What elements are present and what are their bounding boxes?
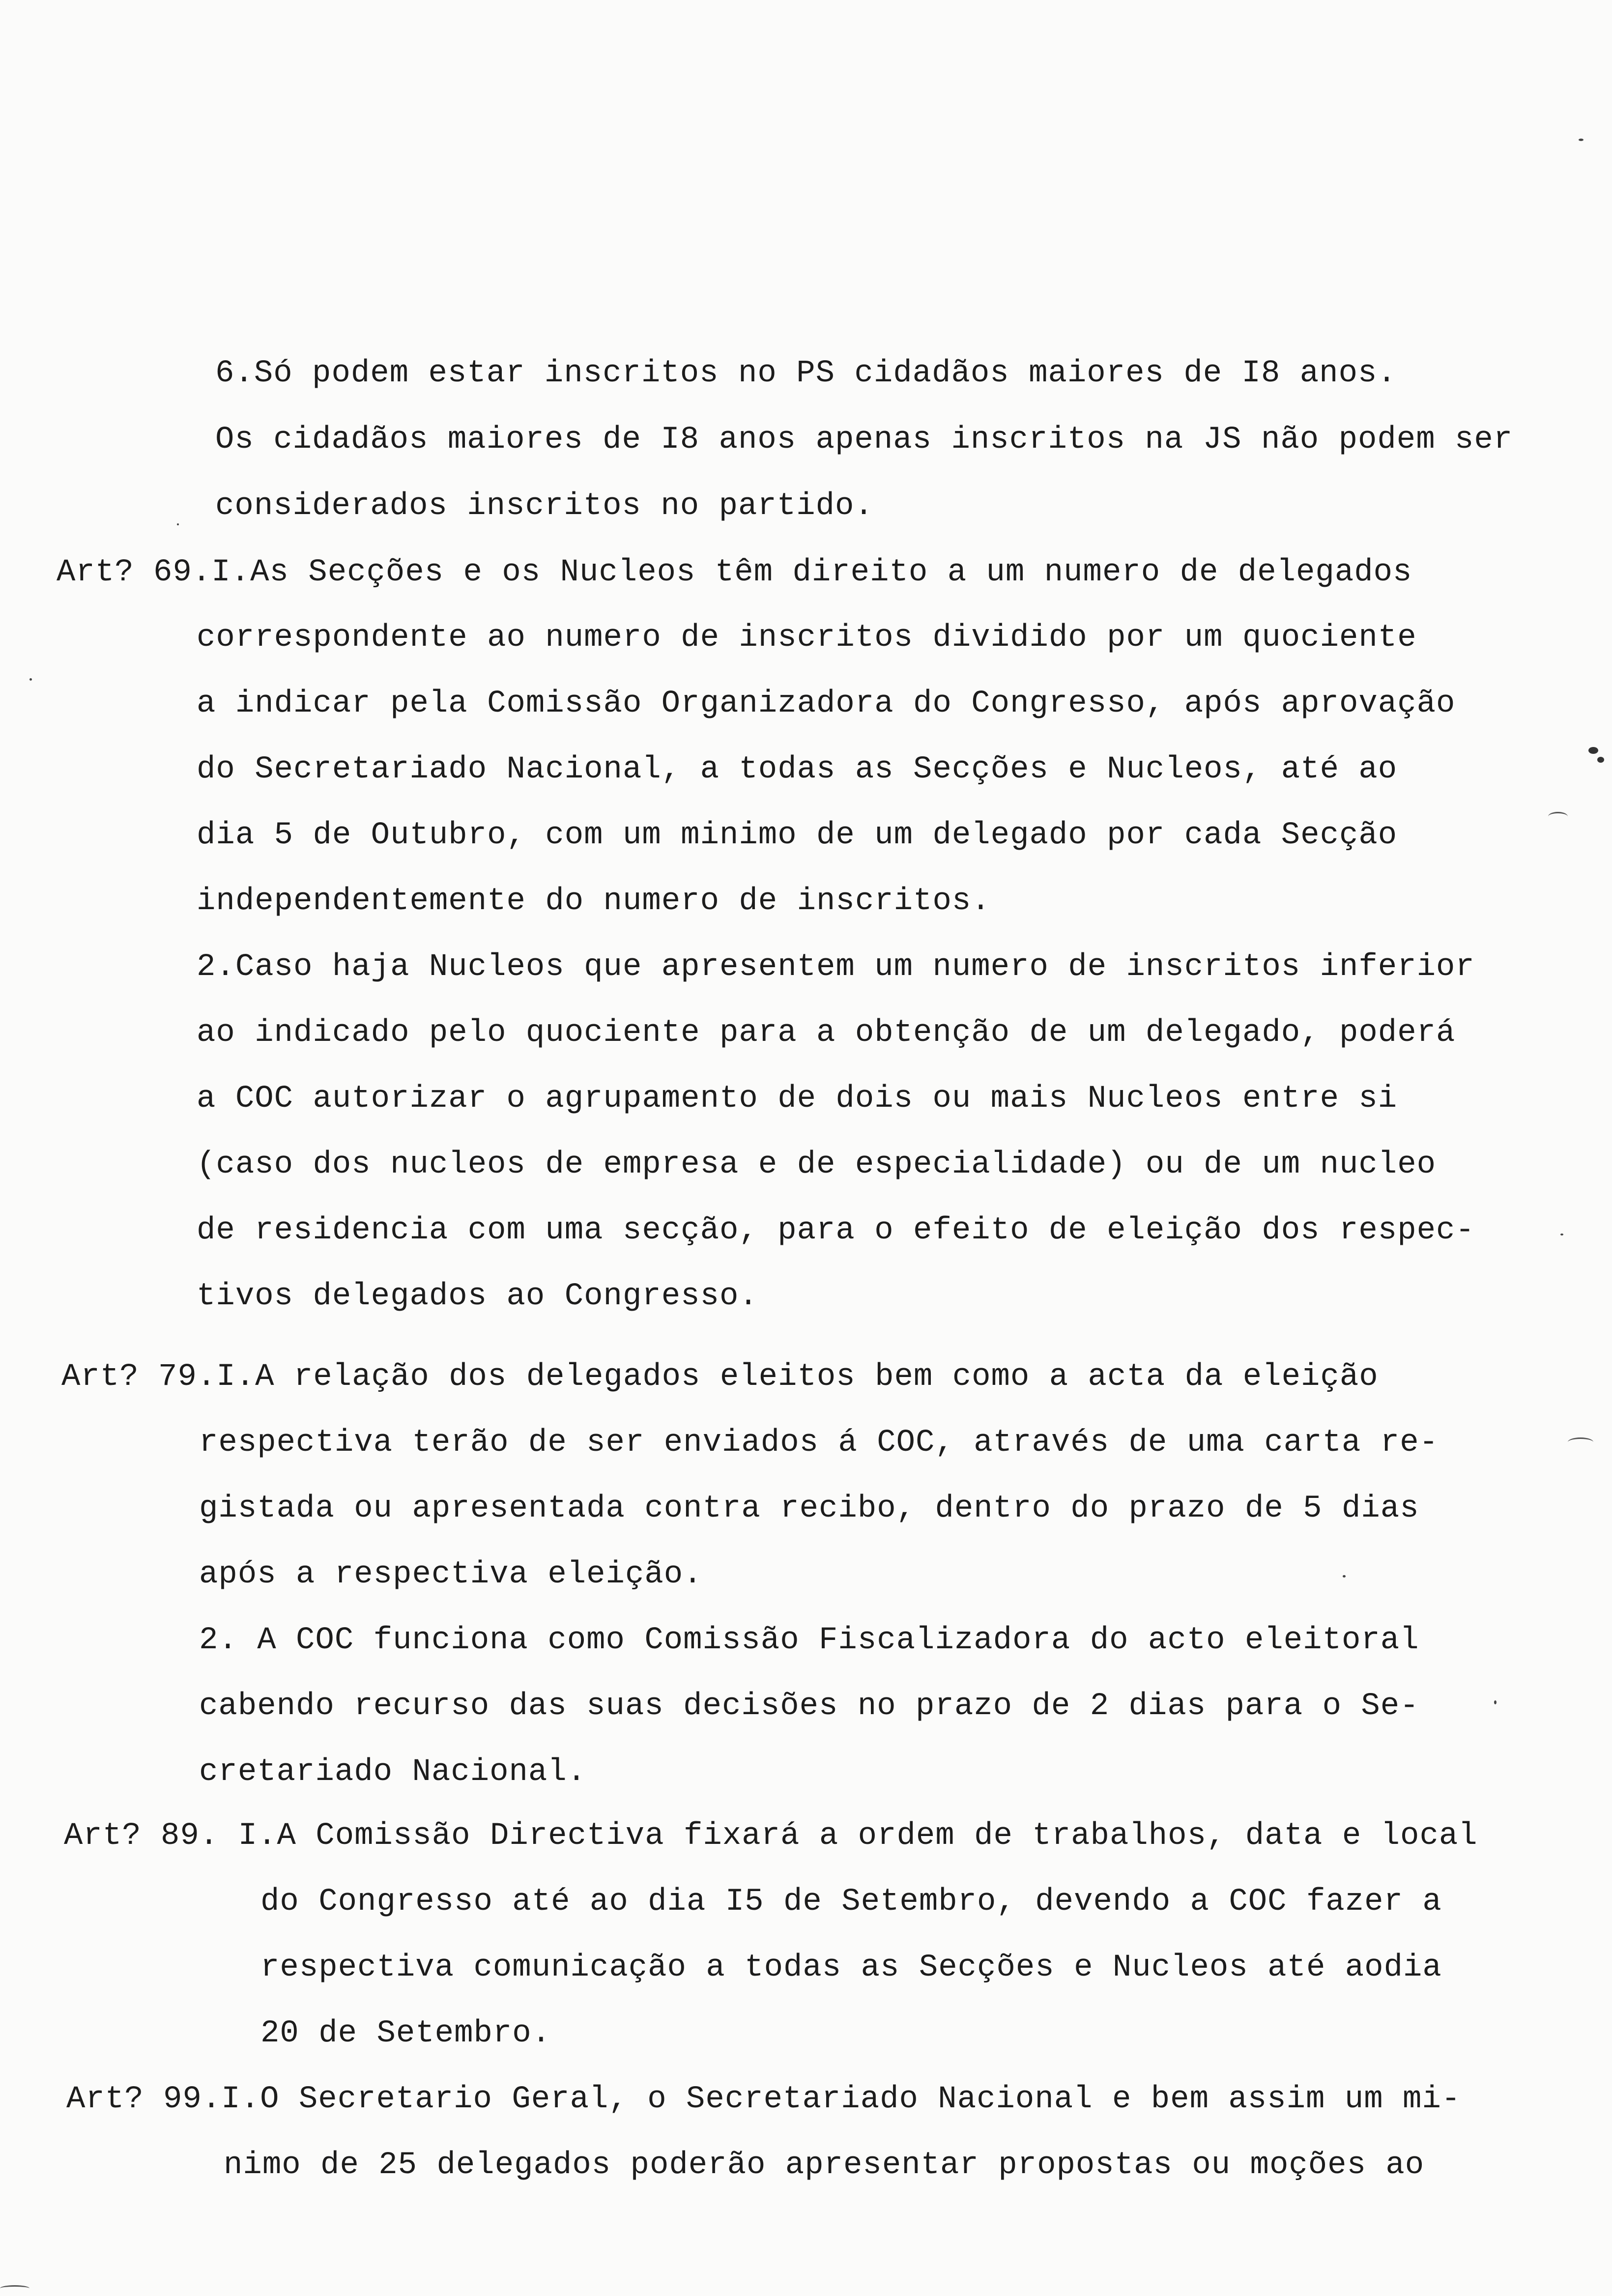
- scan-stroke: [1548, 812, 1568, 821]
- text-line: 2. A COC funciona como Comissão Fiscalizadora do acto eleitoral: [199, 1623, 1419, 1658]
- article-heading-line: Art? 79.I.A relação dos delegados eleitos bem como a acta da eleição: [61, 1359, 1379, 1395]
- text-line: 2.Caso haja Nucleos que apresentem um numero de inscritos inferior: [197, 949, 1475, 985]
- text-line: 6.Só podem estar inscritos no PS cidadãos maiores de I8 anos.: [215, 356, 1397, 391]
- text-line: do Congresso até ao dia I5 de Setembro, devendo a COC fazer a: [260, 1884, 1442, 1920]
- article-heading-line: Art? 89. I.A Comissão Directiva fixará a ordem de trabalhos, data e local: [64, 1818, 1478, 1854]
- text-line: a indicar pela Comissão Organizadora do Congresso, após aprovação: [197, 686, 1456, 721]
- scan-speck: [1588, 747, 1598, 754]
- scan-speck: [1343, 1575, 1346, 1578]
- scan-speck: [29, 678, 32, 681]
- scan-speck: [1579, 139, 1583, 141]
- text-line: respectiva terão de ser enviados á COC, através de uma carta re-: [199, 1425, 1439, 1461]
- text-line: cretariado Nacional.: [199, 1754, 587, 1790]
- text-line: 20 de Setembro.: [260, 2016, 551, 2051]
- text-line: ao indicado pelo quociente para a obtenção de um delegado, poderá: [197, 1015, 1456, 1051]
- text-line: após a respectiva eleição.: [199, 1557, 703, 1592]
- scan-stroke: [1568, 1437, 1593, 1447]
- article-heading-line: Art? 99.I.O Secretario Geral, o Secretariado Nacional e bem assim um mi-: [66, 2082, 1461, 2117]
- text-line: cabendo recurso das suas decisões no prazo de 2 dias para o Se-: [199, 1689, 1419, 1724]
- text-line: a COC autorizar o agrupamento de dois ou mais Nucleos entre si: [197, 1081, 1398, 1117]
- text-line: do Secretariado Nacional, a todas as Secções e Nucleos, até ao: [197, 752, 1398, 787]
- scan-speck: [1494, 1700, 1497, 1704]
- scan-speck: [1597, 757, 1604, 763]
- text-line: dia 5 de Outubro, com um minimo de um delegado por cada Secção: [197, 818, 1398, 853]
- scan-speck: [1560, 1234, 1563, 1235]
- text-line: correspondente ao numero de inscritos dividido por um quociente: [197, 620, 1417, 656]
- text-line: (caso dos nucleos de empresa e de especialidade) ou de um nucleo: [197, 1147, 1436, 1182]
- text-line: tivos delegados ao Congresso.: [197, 1279, 758, 1314]
- scan-stroke: [0, 2285, 29, 2292]
- text-line: gistada ou apresentada contra recibo, dentro do prazo de 5 dias: [199, 1491, 1419, 1526]
- text-line: respectiva comunicação a todas as Secções e Nucleos até aodia: [260, 1950, 1442, 1985]
- text-line: nimo de 25 delegados poderão apresentar propostas ou moções ao: [224, 2148, 1425, 2183]
- scan-speck: [177, 523, 179, 525]
- text-line: independentemente do numero de inscritos.: [197, 884, 991, 919]
- article-heading-line: Art? 69.I.As Secções e os Nucleos têm direito a um numero de delegados: [57, 555, 1412, 590]
- text-line: considerados inscritos no partido.: [215, 488, 874, 524]
- text-line: Os cidadãos maiores de I8 anos apenas inscritos na JS não podem ser: [215, 422, 1513, 458]
- text-line: de residencia com uma secção, para o efeito de eleição dos respec-: [197, 1213, 1475, 1248]
